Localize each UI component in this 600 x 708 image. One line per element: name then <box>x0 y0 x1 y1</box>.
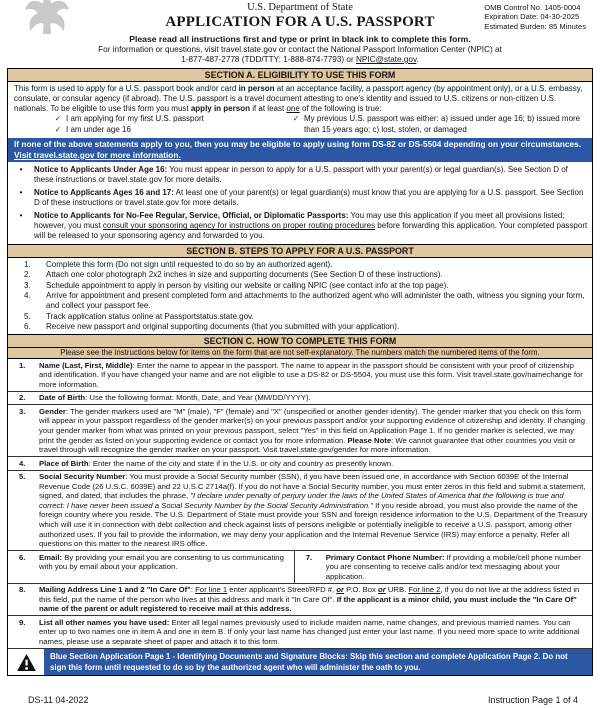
blue-section-warning-row <box>8 648 592 675</box>
item-2-date-of-birth: 2. Date of Birth: Use the following format: Month, Date, and Year (MM/DD/YYYY). <box>8 391 592 405</box>
items-6-7-row <box>8 550 592 583</box>
checklist-left-column <box>50 114 288 136</box>
section-b-header: SECTION B. STEPS TO APPLY FOR A U.S. PASSPORT <box>8 244 592 258</box>
step-3: 3. Schedule appointment to apply in person by visiting our website or calling NPIC (see contact info at the top page). <box>24 280 449 290</box>
section-a-intro: This form is used to apply for a U.S. passport book and/or card in person at an acceptance facility, a passport agency (by appointment only), or a U.S. embassy, consulate, or consular agency (if abroad). The U.S. passport is a travel document attesting to one's identity and issued to U.S. citizens or non-citizen U.S. nationals. To be eligible to use this form you must apply in person if at least one of the following is true: <box>14 84 583 113</box>
check-item-previous-passport: ✓ My previous U.S. passport was either: a) issued under age 16; b) issued more than 15 years ago; c) lost, stolen, or damaged <box>288 114 588 136</box>
step-6: 6. Receive new passport and original supporting documents (that you submitted with your application). <box>24 321 400 331</box>
apply-steps-list <box>8 258 592 334</box>
omb-block <box>484 3 586 31</box>
item-3-gender: 3. Gender: The gender markers used are "M" (male), "F" (female) and "X" (unspecified or another gender identity). The gender marker that you check on this form will appear in your passport regardless of the gender marker(s) on your previous passport and/or your supporting evidence of citizenship and identity. If changing your gender marker from what was printed on your previous passport, select "Yes" in this field on Application Page 1. If no gender marker is selected, we may print the gender as listed on your supporting evidence or contact you for more information. Please Note: We cannot guarantee that other countries you visit or travel through will recognize the gender marker on your passport. Visit travel.state.gov/gender for more information. <box>8 404 592 456</box>
step-4: 4. Arrive for appointment and present completed form and attachments to the authorized agent who will administer the oath, witness you signing your form, and collect your passport fee. <box>24 291 585 311</box>
section-c-subtitle: Please see the instructions below for items on the form that are not self-explanatory. The numbers match the numbered items of the form. <box>8 348 592 359</box>
check-item-first-passport: ✓ I am applying for my first U.S. passport <box>50 114 288 125</box>
item-1-name: 1. Name (Last, First, Middle): Enter the name to appear in the passport. The name to appear in the passport should be consistent with your proof of citizenship and identification. If you have changed your name and are not eligible to use a DS-82 or DS-5504, you must use this form. Visit travel.state.gov/namechange for more information. <box>19 360 583 389</box>
warning-triangle-icon <box>8 649 44 675</box>
page-number: Instruction Page 1 of 4 <box>487 695 578 705</box>
form-number: DS-11 04-2022 <box>28 695 89 705</box>
form-body <box>7 68 593 676</box>
item-9-other-names: 9. List all other names you have used: Enter all legal names previously used to include maiden name, name changes, and previous married names. You can enter up to two names one in item A and one in item B. If only your last name has changed just enter your last name. If you need more space to write additional names, please use a separate sheet of paper and attach it to this form. <box>8 615 592 648</box>
instruction-items <box>8 359 592 675</box>
ds82-ds5504-banner: If none of the above statements apply to you, then you may be eligible to apply using form DS-82 or DS-5504 depending on your circumstances. Visit travel.state.gov for more information. <box>8 138 592 162</box>
check-item-under-16: ✓ I am under age 16 <box>50 125 288 136</box>
agency-name: U.S. Department of State <box>247 2 353 13</box>
section-c-header: SECTION C. HOW TO COMPLETE THIS FORM <box>8 334 592 348</box>
item-4-place-of-birth: 4. Place of Birth: Enter the name of the city and state if in the U.S. or city and country as presently known. <box>8 456 592 470</box>
step-5: 5. Track application status online at Passportstatus.state.gov. <box>24 311 254 321</box>
blue-section-warning-banner: Blue Section Application Page 1 - Identifying Documents and Signature Blocks: Skip this section and complete Application Page 2. Do not sign this form until requested to do so by the authorized agent who will administer the oath to you. <box>44 649 592 675</box>
step-2: 2. Attach one color photograph 2x2 inches in size and supporting documents (See Section D of these instructions). <box>24 270 443 280</box>
notice-no-fee-passports: • Notice to Applicants for No-Fee Regular, Service, Official, or Diplomatic Passports: You may use this application if you meet all provisions listed; however, you must consult your sponsoring agency for instructions on proper routing procedures before forwarding this application. Your completed passport will be released to your sponsoring agency and forwarded to you. <box>8 211 588 241</box>
read-instructions-note: Please read all instructions first and type or print in black ink to complete this form. <box>129 34 471 44</box>
great-seal-eagle-icon <box>24 0 70 41</box>
item-5-ssn: 5. Social Security Number: You must provide a Social Security number (SSN), if you have been issued one, in accordance with Section 6039E of the Internal Revenue Code (26 U.S.C. 6039E) and 22 U.S.C 2714a(f). If you do not have a Social Security number, you must enter zeros in this field and submit a statement, signed, and dated, that includes the phrase, "I declare under penalty of perjury under the laws of the United States of America that the following is true and correct: I have never been issued a Social Security Number by the Social Security Administration." If you reside abroad, you must also provide the name of the foreign country where you reside. The U.S. Department of State must provide your SSN and foreign residence information to the U.S. Department of the Treasury which will use it in connection with debt collection and check against lists of persons ineligible or potentially ineligible to receive a U.S. passport, among other authorized uses. If you fail to provide the information, we may deny your application and the Internal Revenue Service (IRS) may enforce a penalty. Refer all questions on this matter to the nearest IRS office. <box>8 470 592 550</box>
notice-ages-16-17: • Notice to Applicants Ages 16 and 17: At least one of your parent(s) or legal guardian(s) must know that you are applying for a U.S. passport. See Section D of these instructions or travel.state.gov for more details. <box>8 188 588 208</box>
item-6-email: 6. Email: By providing your email you are consenting to us communicating with you by email about your application. <box>19 552 284 572</box>
checkmark-icon: ✓ <box>54 125 62 135</box>
omb-estimated-burden: Estimated Burden: 85 Minutes <box>484 21 586 31</box>
bullet-icon: • <box>19 165 23 175</box>
checkmark-icon: ✓ <box>54 114 62 124</box>
item-7-phone: 7. Primary Contact Phone Number: If providing a mobile/cell phone number you are consenting to receive calls and/or text messaging about your application. <box>294 551 592 583</box>
form-title: APPLICATION FOR A U.S. PASSPORT <box>165 14 435 30</box>
contact-info-line-1: For information or questions, visit travel.state.gov or contact the National Passport Information Center (NPIC) at <box>98 45 502 54</box>
section-a-header: SECTION A. ELIGIBILITY TO USE THIS FORM <box>8 69 592 82</box>
page-header <box>0 0 600 34</box>
omb-expiration-date: Expiration Date: 04-30-2025 <box>484 12 580 22</box>
omb-control-number: OMB Control No. 1405-0004 <box>484 3 581 12</box>
applicant-notices <box>8 162 592 244</box>
notice-under-16: • Notice to Applicants Under Age 16: You must appear in person to apply for a U.S. passport with your parent(s) or legal guardian(s). See Section D of these instructions or travel.state.gov for more details. <box>8 165 588 185</box>
item-8-mailing-address: 8. Mailing Address Line 1 and 2 "In Care Of": For line 1 enter applicant's Street/RFD #, or P.O. Box or URB. For line 2, if you do not live at the address listed in this field, put the name of the person who lives at this address and mark it "In Care Of". If the applicant is a minor child, you must include the "In Care Of" name of the parent or adult registered to receive mail at this address. <box>8 583 592 616</box>
page-footer <box>28 695 578 706</box>
step-1: 1. Complete this form (Do not sign until requested to do so by an authorized agent). <box>24 260 333 270</box>
checklist-right-column <box>288 114 588 136</box>
eligibility-checklist <box>8 114 592 138</box>
checkmark-icon: ✓ <box>292 114 300 124</box>
bullet-icon: • <box>19 211 23 221</box>
contact-info-line-2: 1-877-487-2778 (TDD/TTY: 1-888-874-7793) or NPIC@state.gov. <box>181 55 419 64</box>
bullet-icon: • <box>19 188 23 198</box>
